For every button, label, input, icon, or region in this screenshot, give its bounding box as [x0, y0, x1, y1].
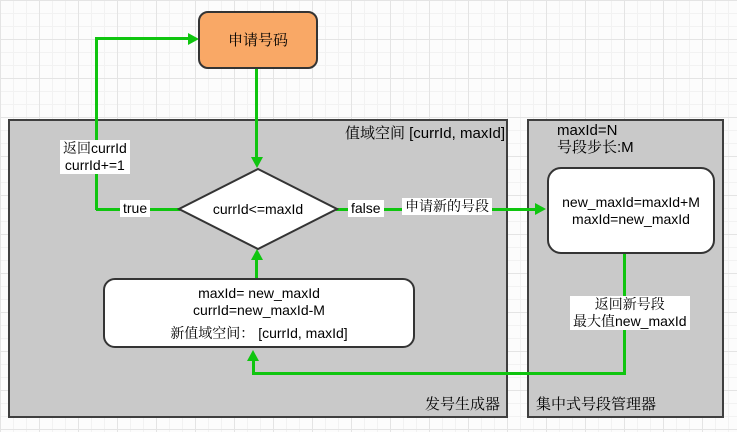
update-segment-node: [103, 278, 415, 348]
return-new-segment-line2: 最大值new_maxId: [573, 313, 687, 329]
manager-note-line2: 号段步长:M: [557, 139, 634, 156]
return-currid-line1: 返回currId: [63, 140, 127, 156]
apply-number-label: 申请号码: [227, 31, 288, 49]
return-new-segment-line1: 返回新号段: [594, 296, 665, 312]
apply-new-segment-label: 申请新的号段: [402, 198, 492, 215]
decision-label: currId<=maxId: [212, 201, 304, 217]
apply-number-node: [198, 11, 318, 69]
new-segment-line1: new_maxId=maxId+M: [562, 193, 700, 210]
arrowhead-into-update-box: [247, 350, 259, 361]
update-segment-line2: currId=new_maxId-M: [193, 301, 325, 318]
edge-loop-vertical: [95, 37, 98, 210]
generator-footer: 发号生成器: [424, 396, 500, 413]
edge-loop-top: [95, 37, 188, 40]
true-label: true: [120, 200, 150, 217]
edge-into-update-vertical: [252, 361, 255, 375]
update-segment-line1: maxId= new_maxId: [198, 284, 320, 301]
return-new-segment-label: [570, 296, 690, 330]
false-label: false: [348, 200, 384, 217]
arrowhead-into-new-segment: [535, 203, 546, 215]
generator-title: 值域空间 [currId, maxId]: [344, 125, 505, 142]
manager-note-line1: maxId=N: [557, 122, 618, 139]
new-segment-line2: maxId=new_maxId: [572, 210, 690, 227]
return-currid-line2: currId+=1: [64, 157, 125, 173]
return-currid-label: [60, 140, 130, 174]
edge-apply-to-decision: [255, 69, 258, 158]
new-segment-node: [547, 167, 715, 254]
edge-update-to-decision: [255, 260, 258, 278]
edge-bottom-horizontal: [252, 372, 626, 375]
update-segment-line3: 新值域空间： [currId, maxId]: [170, 324, 348, 341]
manager-note: [557, 122, 634, 156]
manager-footer: 集中式号段管理器: [536, 396, 657, 413]
